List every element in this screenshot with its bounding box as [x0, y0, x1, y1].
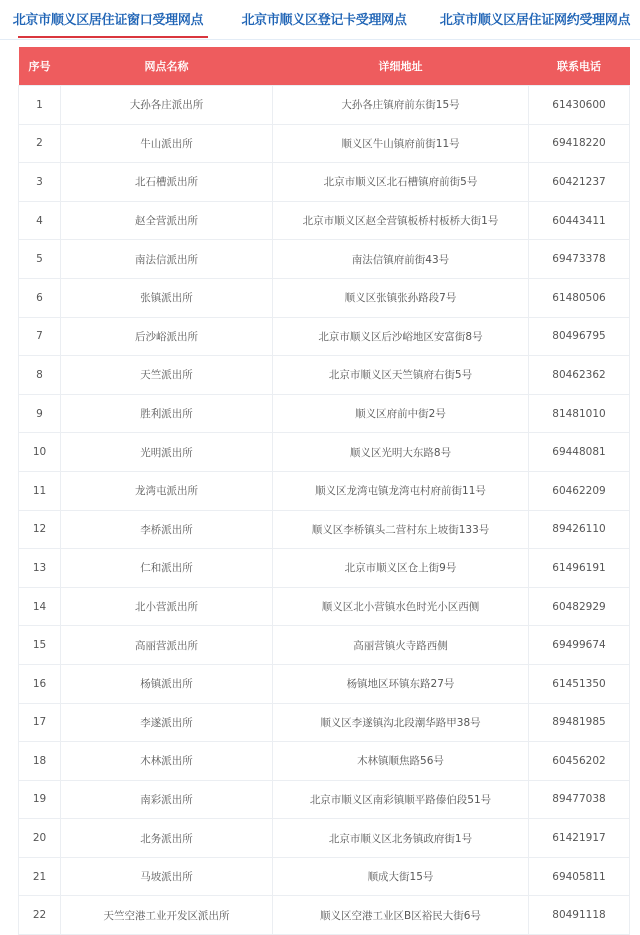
cell-name: 龙湾屯派出所 — [61, 471, 273, 510]
table-body — [19, 86, 630, 935]
cell-address: 顺义区空港工业区B区裕民大街6号 — [273, 896, 529, 935]
cell-index: 20 — [19, 819, 61, 858]
cell-phone: 61451350 — [529, 664, 630, 703]
table-header — [19, 47, 630, 86]
cell-index: 17 — [19, 703, 61, 742]
cell-name: 后沙峪派出所 — [61, 317, 273, 356]
cell-phone: 89477038 — [529, 780, 630, 819]
cell-index: 18 — [19, 742, 61, 781]
table-row — [19, 819, 630, 858]
cell-address: 顺义区李遂镇沟北段潮华路甲38号 — [273, 703, 529, 742]
cell-phone: 80496795 — [529, 317, 630, 356]
table-row — [19, 857, 630, 896]
cell-address: 顺义区北小营镇水色时光小区西侧 — [273, 587, 529, 626]
cell-phone: 60482929 — [529, 587, 630, 626]
tab-bar — [0, 0, 640, 40]
cell-name: 北小营派出所 — [61, 587, 273, 626]
cell-address: 顺义区李桥镇头二营村东上坡街133号 — [273, 510, 529, 549]
table-row — [19, 394, 630, 433]
cell-index: 8 — [19, 356, 61, 395]
cell-index: 4 — [19, 201, 61, 240]
cell-phone: 69473378 — [529, 240, 630, 279]
cell-phone: 80491118 — [529, 896, 630, 935]
table-row — [19, 124, 630, 163]
cell-phone: 61480506 — [529, 278, 630, 317]
table-row — [19, 896, 630, 935]
table-row — [19, 626, 630, 665]
cell-index: 5 — [19, 240, 61, 279]
cell-address: 木林镇顺焦路56号 — [273, 742, 529, 781]
header-row — [19, 47, 630, 86]
cell-index: 21 — [19, 857, 61, 896]
table-row — [19, 356, 630, 395]
cell-phone: 60462209 — [529, 471, 630, 510]
cell-phone: 81481010 — [529, 394, 630, 433]
service-points-table — [18, 47, 630, 935]
cell-address: 北京市顺义区北石槽镇府前街5号 — [273, 163, 529, 202]
cell-name: 光明派出所 — [61, 433, 273, 472]
cell-index: 6 — [19, 278, 61, 317]
cell-phone: 89481985 — [529, 703, 630, 742]
cell-name: 南法信派出所 — [61, 240, 273, 279]
cell-name: 仁和派出所 — [61, 549, 273, 588]
table-row — [19, 587, 630, 626]
table-row — [19, 433, 630, 472]
cell-address: 南法信镇府前街43号 — [273, 240, 529, 279]
table-row — [19, 703, 630, 742]
header-phone: 联系电话 — [529, 47, 630, 86]
cell-name: 马坡派出所 — [61, 857, 273, 896]
table-row — [19, 201, 630, 240]
cell-index: 22 — [19, 896, 61, 935]
cell-index: 11 — [19, 471, 61, 510]
cell-phone: 61496191 — [529, 549, 630, 588]
header-index: 序号 — [19, 47, 61, 86]
tab-online-appointment-points[interactable]: 北京市顺义区居住证网约受理网点 — [439, 13, 631, 28]
cell-phone: 60421237 — [529, 163, 630, 202]
cell-name: 高丽营派出所 — [61, 626, 273, 665]
cell-index: 1 — [19, 86, 61, 125]
cell-address: 北京市顺义区天竺镇府右街5号 — [273, 356, 529, 395]
cell-name: 李桥派出所 — [61, 510, 273, 549]
cell-name: 木林派出所 — [61, 742, 273, 781]
cell-address: 北京市顺义区后沙峪地区安富街8号 — [273, 317, 529, 356]
cell-address: 顺义区光明大东路8号 — [273, 433, 529, 472]
table-row — [19, 549, 630, 588]
cell-phone: 60456202 — [529, 742, 630, 781]
cell-address: 顺义区牛山镇府前街11号 — [273, 124, 529, 163]
table-row — [19, 240, 630, 279]
cell-index: 14 — [19, 587, 61, 626]
cell-address: 北京市顺义区仓上街9号 — [273, 549, 529, 588]
cell-name: 北务派出所 — [61, 819, 273, 858]
cell-name: 张镇派出所 — [61, 278, 273, 317]
table-row — [19, 86, 630, 125]
cell-address: 顺成大街15号 — [273, 857, 529, 896]
cell-index: 15 — [19, 626, 61, 665]
cell-phone: 61421917 — [529, 819, 630, 858]
cell-index: 16 — [19, 664, 61, 703]
cell-phone: 61430600 — [529, 86, 630, 125]
cell-address: 顺义区张镇张孙路段7号 — [273, 278, 529, 317]
cell-address: 北京市顺义区南彩镇顺平路傣伯段51号 — [273, 780, 529, 819]
cell-phone: 80462362 — [529, 356, 630, 395]
header-name: 网点名称 — [61, 47, 273, 86]
cell-name: 李遂派出所 — [61, 703, 273, 742]
cell-phone: 69448081 — [529, 433, 630, 472]
cell-name: 牛山派出所 — [61, 124, 273, 163]
cell-index: 19 — [19, 780, 61, 819]
cell-address: 大孙各庄镇府前东街15号 — [273, 86, 529, 125]
tab-window-service-points[interactable]: 北京市顺义区居住证窗口受理网点 — [6, 0, 210, 40]
table-row — [19, 471, 630, 510]
table-row — [19, 742, 630, 781]
cell-address: 北京市顺义区赵全营镇板桥村板桥大街1号 — [273, 201, 529, 240]
table-row — [19, 163, 630, 202]
cell-index: 12 — [19, 510, 61, 549]
cell-address: 杨镇地区环镇东路27号 — [273, 664, 529, 703]
cell-phone: 69418220 — [529, 124, 630, 163]
header-address: 详细地址 — [273, 47, 529, 86]
cell-index: 3 — [19, 163, 61, 202]
cell-name: 南彩派出所 — [61, 780, 273, 819]
cell-address: 高丽营镇火寺路西侧 — [273, 626, 529, 665]
cell-index: 10 — [19, 433, 61, 472]
cell-index: 13 — [19, 549, 61, 588]
cell-name: 赵全营派出所 — [61, 201, 273, 240]
cell-name: 天竺派出所 — [61, 356, 273, 395]
cell-name: 天竺空港工业开发区派出所 — [61, 896, 273, 935]
cell-index: 7 — [19, 317, 61, 356]
cell-address: 北京市顺义区北务镇政府街1号 — [273, 819, 529, 858]
cell-name: 大孙各庄派出所 — [61, 86, 273, 125]
cell-phone: 60443411 — [529, 201, 630, 240]
cell-name: 北石槽派出所 — [61, 163, 273, 202]
table-row — [19, 780, 630, 819]
cell-address: 顺义区龙湾屯镇龙湾屯村府前街11号 — [273, 471, 529, 510]
cell-index: 9 — [19, 394, 61, 433]
cell-name: 杨镇派出所 — [61, 664, 273, 703]
table-row — [19, 317, 630, 356]
table-row — [19, 664, 630, 703]
cell-phone: 69405811 — [529, 857, 630, 896]
cell-index: 2 — [19, 124, 61, 163]
cell-phone: 69499674 — [529, 626, 630, 665]
cell-address: 顺义区府前中街2号 — [273, 394, 529, 433]
table-row — [19, 278, 630, 317]
table-row — [19, 510, 630, 549]
cell-phone: 89426110 — [529, 510, 630, 549]
cell-name: 胜利派出所 — [61, 394, 273, 433]
tab-registration-card-points[interactable]: 北京市顺义区登记卡受理网点 — [241, 13, 407, 28]
